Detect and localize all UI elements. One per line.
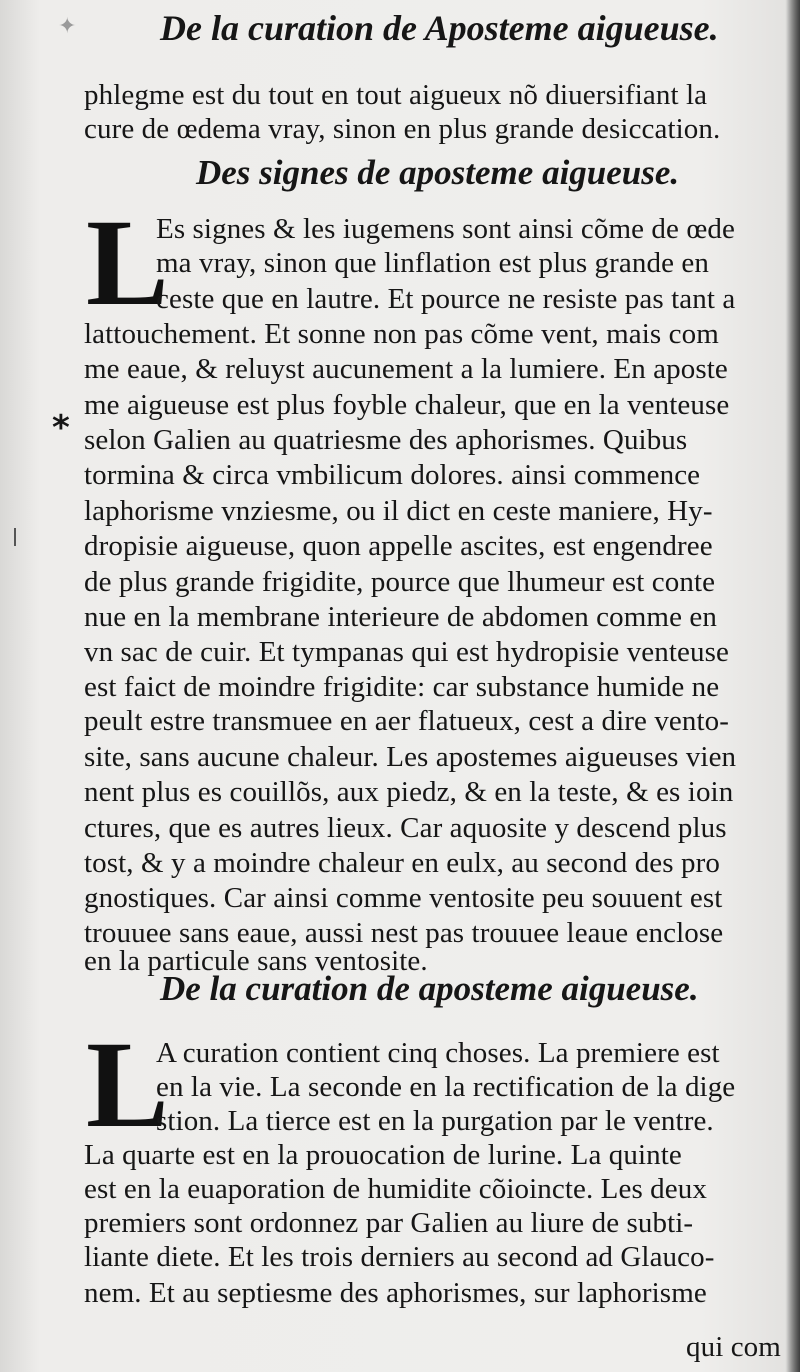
page-edge-shadow — [786, 0, 800, 1372]
margin-tick-mark — [14, 528, 16, 546]
text-line: tost, & y a moindre chaleur en eulx, au second des pro — [84, 847, 720, 879]
text-line: peult estre transmuee en aer flatueux, cest a dire vento- — [84, 705, 730, 737]
text-line: site, sans aucune chaleur. Les apostemes aigueuses vien — [84, 741, 737, 773]
text-line: nem. Et au septiesme des aphorismes, sur laphorisme — [84, 1277, 707, 1309]
text-line: liante diete. Et les trois derniers au second ad Glauco- — [84, 1241, 715, 1273]
text-line: nue en la membrane interieure de abdomen comme en — [84, 601, 717, 633]
text-line: stion. La tierce est en la purgation par le ventre. — [156, 1105, 714, 1137]
running-head: De la curation de Aposteme aigueuse. — [160, 8, 719, 48]
text-line: selon Galien au quatriesme des aphorismes. Quibus — [84, 424, 688, 456]
text-line: est faict de moindre frigidite: car substance humide ne — [84, 671, 720, 703]
text-line: de plus grande frigidite, pource que lhumeur est conte — [84, 566, 716, 598]
text-line: laphorisme vnziesme, ou il dict en ceste maniere, Hy- — [84, 495, 713, 527]
text-line: A curation contient cinq choses. La premiere est — [156, 1037, 720, 1069]
text-line: Es signes & les iugemens sont ainsi cõme de œde — [156, 213, 735, 245]
text-line: cure de œdema vray, sinon en plus grande desiccation. — [84, 113, 721, 145]
text-line: ctures, que es autres lieux. Car aquosite y descend plus — [84, 812, 727, 844]
section-heading-curation: De la curation de aposteme aigueuse. — [160, 969, 699, 1008]
bleed-through-mark: ✦ — [58, 14, 77, 39]
text-line: La quarte est en la prouocation de lurine. La quinte — [84, 1139, 682, 1171]
text-line: en la vie. La seconde en la rectification de la dige — [156, 1071, 736, 1103]
drop-cap: L — [86, 194, 169, 331]
text-line: tormina & circa vmbilicum dolores. ainsi commence — [84, 459, 701, 491]
catchword: qui com — [686, 1331, 781, 1363]
text-line: est en la euaporation de humidite cõioincte. Les deux — [84, 1173, 707, 1205]
text-line: trouuee sans eaue, aussi nest pas trouuee leaue enclose — [84, 917, 724, 949]
text-line: me eaue, & reluyst aucunement a la lumiere. En aposte — [84, 353, 728, 385]
text-line: premiers sont ordonnez par Galien au liure de subti- — [84, 1207, 694, 1239]
text-line: en la particule sans ventosite. — [84, 945, 428, 977]
text-line: dropisie aigueuse, quon appelle ascites, est engendree — [84, 530, 713, 562]
text-line: ma vray, sinon que linflation est plus grande en — [156, 247, 709, 279]
drop-cap: L — [86, 1016, 169, 1153]
text-line: vn sac de cuir. Et tympanas qui est hydropisie venteuse — [84, 636, 729, 668]
text-line: gnostiques. Car ainsi comme ventosite peu souuent est — [84, 882, 723, 914]
margin-asterisk-mark: * — [52, 408, 70, 448]
text-line: me aigueuse est plus foyble chaleur, que en la venteuse — [84, 389, 730, 421]
text-line: lattouchement. Et sonne non pas cõme vent, mais com — [84, 318, 719, 350]
section-heading-signes: Des signes de aposteme aigueuse. — [196, 153, 680, 192]
text-line: ceste que en lautre. Et pource ne resiste pas tant a — [156, 283, 736, 315]
text-line: nent plus es couillõs, aux piedz, & en la teste, & es ioin — [84, 776, 734, 808]
text-line: phlegme est du tout en tout aigueux nõ diuersifiant la — [84, 79, 708, 111]
